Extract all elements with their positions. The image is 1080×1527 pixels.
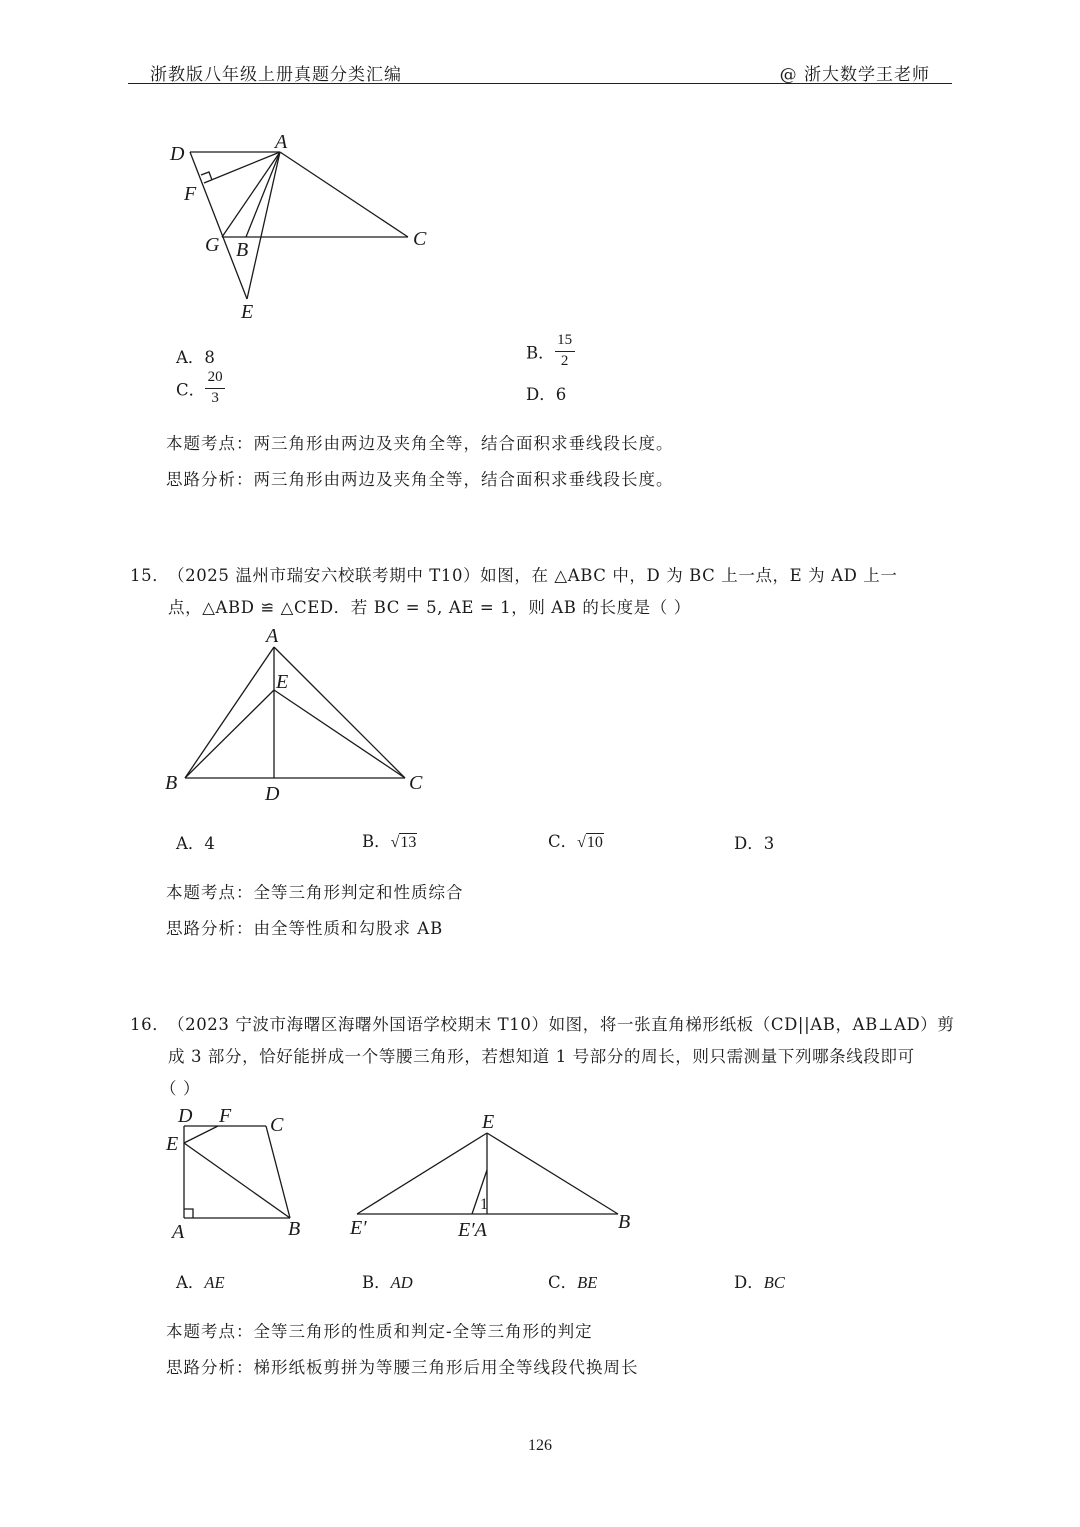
q16-tri-segment-right xyxy=(487,1133,618,1214)
q14-option-c-numerator: 20 xyxy=(207,369,223,385)
q15-option-c-sqrt: √ 10 xyxy=(577,834,603,851)
q16-option-b-value: AD xyxy=(390,1273,413,1292)
q15-stem-line1: （2025 温州市瑞安六校联考期中 T10）如图，在 △ABC 中，D 为 BC 上一点，E 为 AD 上一 xyxy=(168,566,898,585)
q14-option-b-denominator: 2 xyxy=(560,352,569,369)
q16-trap-label-d: D xyxy=(178,1105,193,1127)
q16-trap-label-e: E xyxy=(166,1133,179,1155)
q16-knowledge-point xyxy=(166,1318,593,1342)
q15-option-b-radicand: 13 xyxy=(400,834,417,851)
q15-knowledge-point-label: 本题考点： xyxy=(166,883,254,902)
q14-option-b-letter: B． xyxy=(526,343,555,363)
q16-tri-segment-left xyxy=(357,1133,487,1214)
q16-option-d-letter: D． xyxy=(734,1273,764,1292)
q16-analysis-label: 思路分析： xyxy=(166,1358,254,1377)
q15-label-b: B xyxy=(165,772,178,794)
q15-label-c: C xyxy=(409,772,423,794)
q16-option-d xyxy=(734,1269,785,1293)
q16-option-b-letter: B． xyxy=(362,1273,391,1292)
q14-knowledge-point-text: 两三角形由两边及夹角全等，结合面积求垂线段长度。 xyxy=(253,434,674,453)
q16-option-a xyxy=(176,1269,225,1293)
q16-option-a-value: AE xyxy=(204,1273,225,1292)
q16-number: 16． xyxy=(130,1015,170,1034)
q16-trap-label-f: F xyxy=(219,1105,232,1127)
q14-analysis-label: 思路分析： xyxy=(166,470,254,489)
q15-option-a-letter: A． xyxy=(176,834,205,853)
q14-label-f: F xyxy=(184,183,197,205)
q15-option-d-value: 3 xyxy=(763,834,775,853)
q14-label-a: A xyxy=(275,131,288,153)
q16-option-c xyxy=(548,1269,597,1293)
q16-analysis xyxy=(166,1354,639,1378)
q15-option-c-letter: C． xyxy=(548,832,578,851)
q14-option-d-letter: D． xyxy=(526,385,556,404)
q15-knowledge-point-text: 全等三角形判定和性质综合 xyxy=(253,883,464,902)
q16-trap-label-a: A xyxy=(172,1221,185,1243)
q15-option-b-sqrt: √ 13 xyxy=(390,834,417,851)
q16-tri-label-part-1: 1 xyxy=(480,1196,488,1213)
q14-knowledge-point-label: 本题考点： xyxy=(166,434,254,453)
q15-label-a: A xyxy=(266,625,279,647)
q15-option-a-value: 4 xyxy=(204,834,215,853)
q15-analysis-label: 思路分析： xyxy=(166,919,254,938)
q16-stem-line3: （ ） xyxy=(160,1079,201,1098)
q16-option-b xyxy=(362,1269,413,1293)
q14-option-a-value: 8 xyxy=(204,348,215,367)
q14-option-d-value: 6 xyxy=(555,385,567,404)
q15-label-d: D xyxy=(265,783,280,805)
q14-option-c-denominator: 3 xyxy=(211,389,219,406)
q16-stem-line2: 成 3 部分，恰好能拼成一个等腰三角形，若想知道 1 号部分的周长，则只需测量下列哪条线段即可 xyxy=(168,1047,915,1066)
q14-option-a-letter: A． xyxy=(176,348,205,367)
q14-label-c: C xyxy=(413,228,427,250)
q14-label-e: E xyxy=(241,301,254,323)
q16-trap-label-c: C xyxy=(270,1114,284,1136)
q14-label-g: G xyxy=(205,234,220,256)
q16-stem-line1: （2023 宁波市海曙区海曙外国语学校期末 T10）如图，将一张直角梯形纸板（CD||AB，AB⊥AD）剪 xyxy=(168,1015,955,1034)
q14-label-d: D xyxy=(170,143,185,165)
q16-option-c-value: BE xyxy=(577,1273,598,1292)
q16-tri-label-e: E xyxy=(482,1111,495,1133)
q16-trap-label-b: B xyxy=(288,1218,301,1240)
q16-analysis-text: 梯形纸板剪拼为等腰三角形后用全等线段代换周长 xyxy=(253,1358,639,1377)
q15-option-d-letter: D． xyxy=(734,834,764,853)
q16-tri-label-e-prime-a: E′A xyxy=(458,1219,487,1241)
q16-option-c-letter: C． xyxy=(548,1273,578,1292)
q16-knowledge-point-label: 本题考点： xyxy=(166,1322,254,1341)
q14-option-c-letter: C． xyxy=(176,380,206,400)
q15-analysis-text: 由全等性质和勾股求 AB xyxy=(253,919,444,938)
q14-analysis-text: 两三角形由两边及夹角全等，结合面积求垂线段长度。 xyxy=(253,470,674,489)
q14-label-b: B xyxy=(236,239,249,261)
q15-stem-line2: 点，△ABD ≌ △CED．若 BC = 5, AE = 1，则 AB 的长度是（ ） xyxy=(168,598,691,617)
q15-option-b-letter: B． xyxy=(362,832,391,851)
header-author: @ 浙大数学王老师 xyxy=(779,65,930,85)
header-title: 浙教版八年级上册真题分类汇编 xyxy=(150,65,402,85)
q15-number: 15． xyxy=(130,566,170,585)
q16-knowledge-point-text: 全等三角形的性质和判定-全等三角形的判定 xyxy=(253,1322,593,1341)
q16-option-d-value: BC xyxy=(763,1273,785,1292)
q16-tri-label-e-prime-left: E′ xyxy=(350,1217,367,1239)
page-number: 126 xyxy=(528,1437,552,1454)
q15-label-e: E xyxy=(276,671,289,693)
q16-tri-label-b: B xyxy=(618,1211,631,1233)
q15-option-c-radicand: 10 xyxy=(586,834,603,851)
q14-option-b-numerator: 15 xyxy=(557,332,573,348)
q16-option-a-letter: A． xyxy=(176,1273,205,1292)
